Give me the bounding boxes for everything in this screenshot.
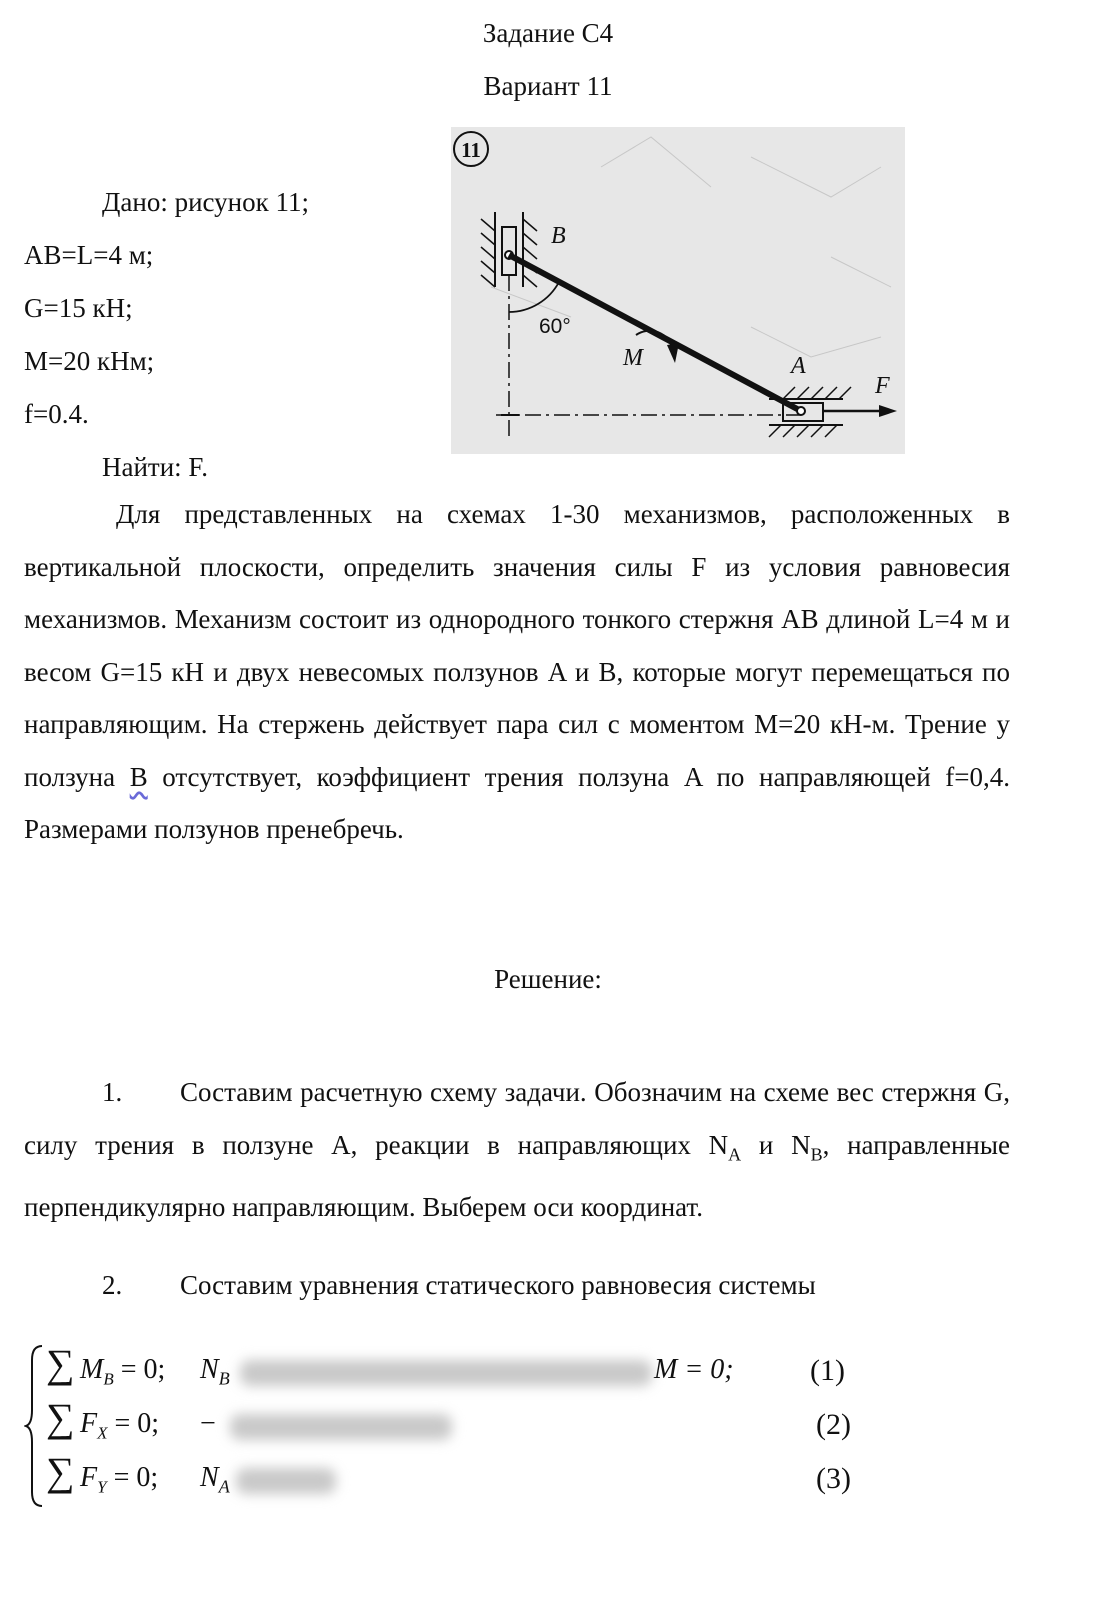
equation-row: ∑ $F_Y = 0$; $N_A$ (3) (46, 1449, 851, 1497)
step-number: 1. (102, 1077, 123, 1107)
figure-badge: 11 (461, 138, 481, 162)
given-line: f=0.4. (24, 399, 89, 429)
equation-row: ∑ $F_X = 0$; − (2) (46, 1395, 851, 1443)
given-line: Дано: рисунок 11; (102, 187, 309, 217)
solution-step-2: 2. Составим уравнения статического равновесия системы (24, 1259, 1010, 1312)
step-number: 2. (102, 1270, 123, 1300)
blurred-expression (236, 1468, 336, 1494)
variant-label: Вариант 11 (483, 71, 613, 101)
find-line: Найти: F. (102, 452, 209, 482)
blurred-expression (240, 1360, 652, 1386)
mechanism-figure (451, 127, 905, 454)
sum-symbol: ∑ (46, 1449, 75, 1494)
spellcheck-marked-word: B (129, 761, 148, 792)
solution-heading: Решение: (494, 964, 602, 994)
equation-number: (1) (810, 1354, 845, 1387)
equation-number: (2) (816, 1408, 851, 1441)
blurred-expression (230, 1414, 452, 1440)
label-B: B (551, 223, 566, 249)
page-title: Задание С4 (482, 18, 614, 48)
given-block (24, 176, 309, 494)
label-angle: 60° (539, 315, 571, 338)
equation-row: ∑ $M_B = 0$; $N_B$ M = 0; (1) (46, 1341, 845, 1389)
solution-step-1: 1. Составим расчетную схему задачи. Обозначим на схеме вес стержня G, силу трения в ползуне A, реакции в направляющих $N_A$ и $N_B$, направленные перпендикулярно направляющим. Выберем оси координат. (24, 1066, 1010, 1234)
sum-symbol: ∑ (46, 1341, 75, 1386)
problem-statement: Для представленных на схемах 1-30 механизмов, расположенных в вертикальной плоскости, определить значения силы F из условия равновесия механизмов. Механизм состоит из однородного тонкого стержня AB длиной L=4 м и весом G=15 кН и двух невесомых ползунов A и B, которые могут перемещаться по направляющим. На стержень действует пара сил с моментом M=20 кН-м. Трение у ползуна B отсутствует, коэффициент трения ползуна A по направляющей f=0,4. Размерами ползунов пренебречь. (24, 499, 1010, 844)
label-M: M (623, 345, 643, 371)
given-line: AB=L=4 м; (24, 240, 154, 270)
given-line: G=15 кН; (24, 293, 133, 323)
sum-symbol: ∑ (46, 1395, 75, 1440)
label-F: F (875, 373, 890, 399)
given-line: M=20 кНм; (24, 346, 155, 376)
equation-number: (3) (816, 1462, 851, 1495)
equation-system (24, 1340, 884, 1510)
label-A: A (791, 353, 806, 379)
figure-background (451, 127, 905, 454)
